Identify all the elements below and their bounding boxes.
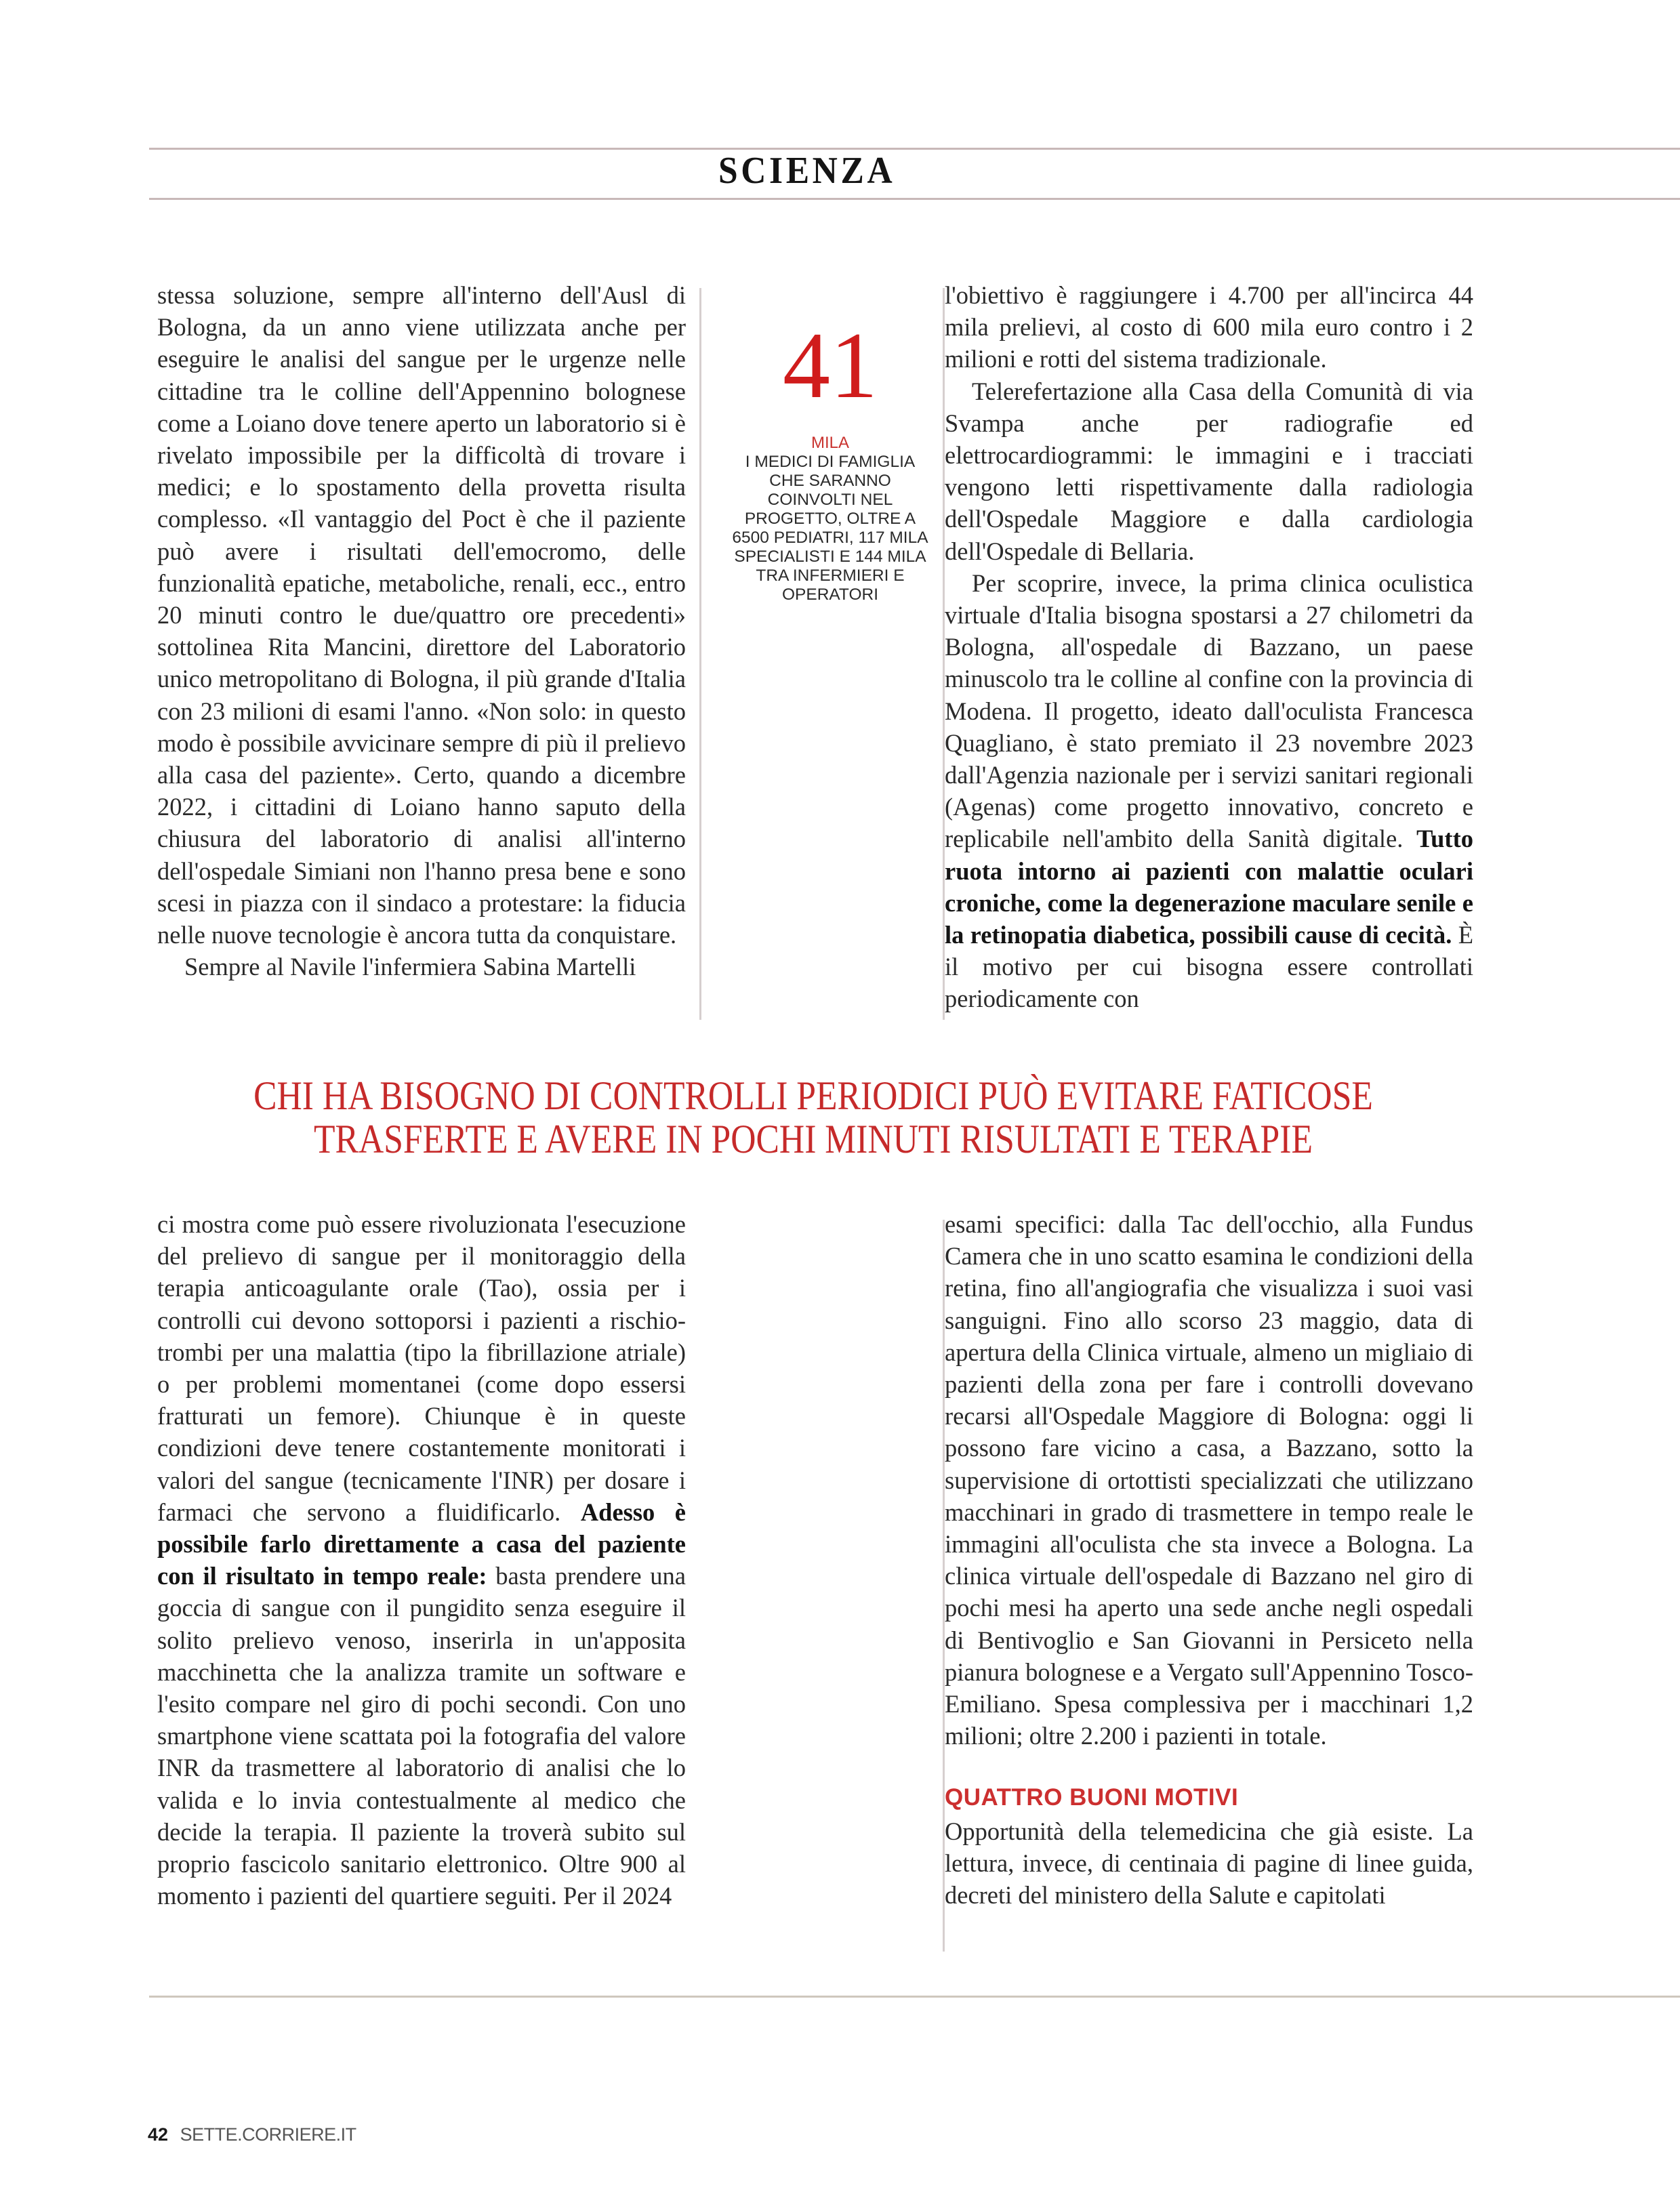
section-title: SCIENZA (718, 150, 896, 192)
article-column-bottom-right (945, 1208, 1473, 1911)
site-name: SETTE.CORRIERE.IT (180, 2124, 356, 2145)
text-run: Per scoprire, invece, la prima clinica oculistica virtuale d'Italia bisogna spostarsi a 27 chilometri da Bologna, all'ospedale di Bazzano, un paese minuscolo tra le colline al confine con la provincia di Modena. Il progetto, ideato dall'oculista Francesca Quagliano, è stato premiato il 23 novembre 2023 dall'Agenzia nazionale per i servizi sanitari regionali (Agenas) come progetto innovativo, concreto e replicabile nell'ambito della Sanità digitale. (945, 569, 1473, 853)
subheading: QUATTRO BUONI MOTIVI (945, 1784, 1239, 1811)
section-header (149, 134, 1680, 197)
text-run: ci mostra come può essere rivoluzionata l'esecuzione del prelievo di sangue per il monitoraggio della terapia anticoagulante orale (Tao), ossia per i controlli cui devono sottoporsi i pazienti a rischio-trombi per una malattia (tipo la fibrillazione atriale) o per problemi momentanei (come dopo essersi fratturati un femore). Chiunque è in queste condizioni deve tenere costantemente monitorati i valori del sangue (tecnicamente l'INR) per dosare i farmaci che servono a fluidificarlo. (157, 1210, 686, 1526)
pull-quote-line: TRASFERTE E AVERE IN POCHI MINUTI RISULTATI E TERAPIE (314, 1117, 1313, 1161)
bottom-rule (149, 1996, 1680, 1998)
column-divider (699, 288, 701, 1020)
header-rule-bottom (149, 198, 1680, 200)
text-run: È il motivo per cui bisogna essere controllati periodicamente con (945, 921, 1474, 1013)
pull-quote (230, 1074, 1396, 1161)
paragraph (157, 1208, 686, 1912)
paragraph: Telerefertazione alla Casa della Comunità di via Svampa anche per radiografie ed elettrocardiogrammi: le immagini e i tracciati vengono letti rispettivamente dalla radiologia dell'Ospedale Maggiore e dalla cardiologia dell'Ospedale di Bellaria. (945, 377, 1473, 565)
paragraph (945, 567, 1473, 1015)
page-number: 42 (148, 2124, 169, 2145)
page-footer (148, 2124, 356, 2145)
stat-unit: MILA (811, 434, 849, 452)
bold-text-run: Tutto ruota intorno ai pazienti con malattie oculari croniche, come la degenerazione maculare senile e la retinopatia diabetica, possibili cause di cecità. (945, 825, 1473, 949)
paragraph: Opportunità della telemedicina che già esiste. La lettura, invece, di centinaia di pagine di linee guida, decreti del ministero della Salute e capitolati (945, 1817, 1473, 1910)
stat-number: 41 (783, 313, 878, 418)
article-column-top-right (945, 279, 1473, 1015)
pull-quote-line: CHI HA BISOGNO DI CONTROLLI PERIODICI PUÒ EVITARE FATICOSE (253, 1073, 1373, 1118)
text-run: basta prendere una goccia di sangue con il pungidito senza eseguire il solito prelievo venoso, inserirla in un'apposita macchinetta che la analizza tramite un software e l'esito compare nel giro di pochi secondi. Con uno smartphone viene scattata poi la fotografia del valore INR da trasmettere al laboratorio di analisi che lo valida e lo invia contestualmente al medico che decide la terapia. Il paziente la troverà subito sul proprio fascicolo sanitario elettronico. Oltre 900 al momento i pazienti del quartiere seguiti. Per il 2024 (157, 1562, 686, 1910)
paragraph: l'obiettivo è raggiungere i 4.700 per all'incirca 44 mila prelievi, al costo di 600 mila euro contro i 2 milioni e rotti del sistema tradizionale. (945, 281, 1473, 373)
stat-caption: I MEDICI DI FAMIGLIA CHE SARANNO COINVOLTI NEL PROGETTO, OLTRE A 6500 PEDIATRI, 117 MILA SPECIALISTI E 144 MILA TRA INFERMIERI E OPERATORI (732, 453, 928, 604)
header-rule-top (149, 148, 1680, 150)
paragraph: Sempre al Navile l'infermiera Sabina Martelli (184, 953, 636, 981)
paragraph: esami specifici: dalla Tac dell'occhio, alla Fundus Camera che in uno scatto esamina le condizioni della retina, fino all'angiografia che visualizza i suoi vasi sanguigni. Fino allo scorso 23 maggio, data di apertura della Clinica virtuale, almeno un migliaio di pazienti della zona per fare i controlli dovevano recarsi all'Ospedale Maggiore di Bologna: oggi li possono fare vicino a casa, a Bazzano, sotto la supervisione di ortottisti specializzati che utilizzano macchinari in grado di trasmettere in tempo reale le immagini all'oculista che sta invece a Bologna. La clinica virtuale dell'ospedale di Bazzano nel giro di pochi mesi ha aperto una sede anche negli ospedali di Bentivoglio e San Giovanni in Persiceto nella pianura bolognese e a Vergato sull'Appennino Tosco-Emiliano. Spesa complessiva per i macchinari 1,2 milioni; oltre 2.200 i pazienti in totale. (945, 1210, 1473, 1750)
stat-box (718, 313, 942, 604)
paragraph: stessa soluzione, sempre all'interno dell'Ausl di Bologna, da un anno viene utilizzata anche per eseguire le analisi del sangue per le urgenze nelle cittadine tra le colline dell'Appennino bolognese come a Loiano dove tenere aperto un laboratorio si è rivelato impossibile per la difficoltà di trovare i medici; e lo spostamento della provetta risulta complesso. «Il vantaggio del Poct è che il paziente può avere i risultati dell'emocromo, delle funzionalità epatiche, metaboliche, renali, ecc., entro 20 minuti contro le due/quattro ore precedenti» sottolinea Rita Mancini, direttore del Laboratorio unico metropolitano di Bologna, il più grande d'Italia con 23 milioni di esami l'anno. «Non solo: in questo modo è possibile avvicinare sempre di più il prelievo alla casa del paziente». Certo, quando a dicembre 2022, i cittadini di Loiano hanno saputo della chiusura del laboratorio di analisi all'interno dell'ospedale Simiani non l'hanno presa bene e sono scesi in piazza con il sindaco a protestare: la fiducia nelle nuove tecnologie è ancora tutta da conquistare. (157, 281, 686, 949)
article-column-bottom-left (157, 1208, 686, 1912)
bold-text-run: Adesso è possibile farlo direttamente a casa del paziente con il risultato in tempo reale: (157, 1498, 686, 1590)
article-column-top-left (157, 279, 686, 983)
